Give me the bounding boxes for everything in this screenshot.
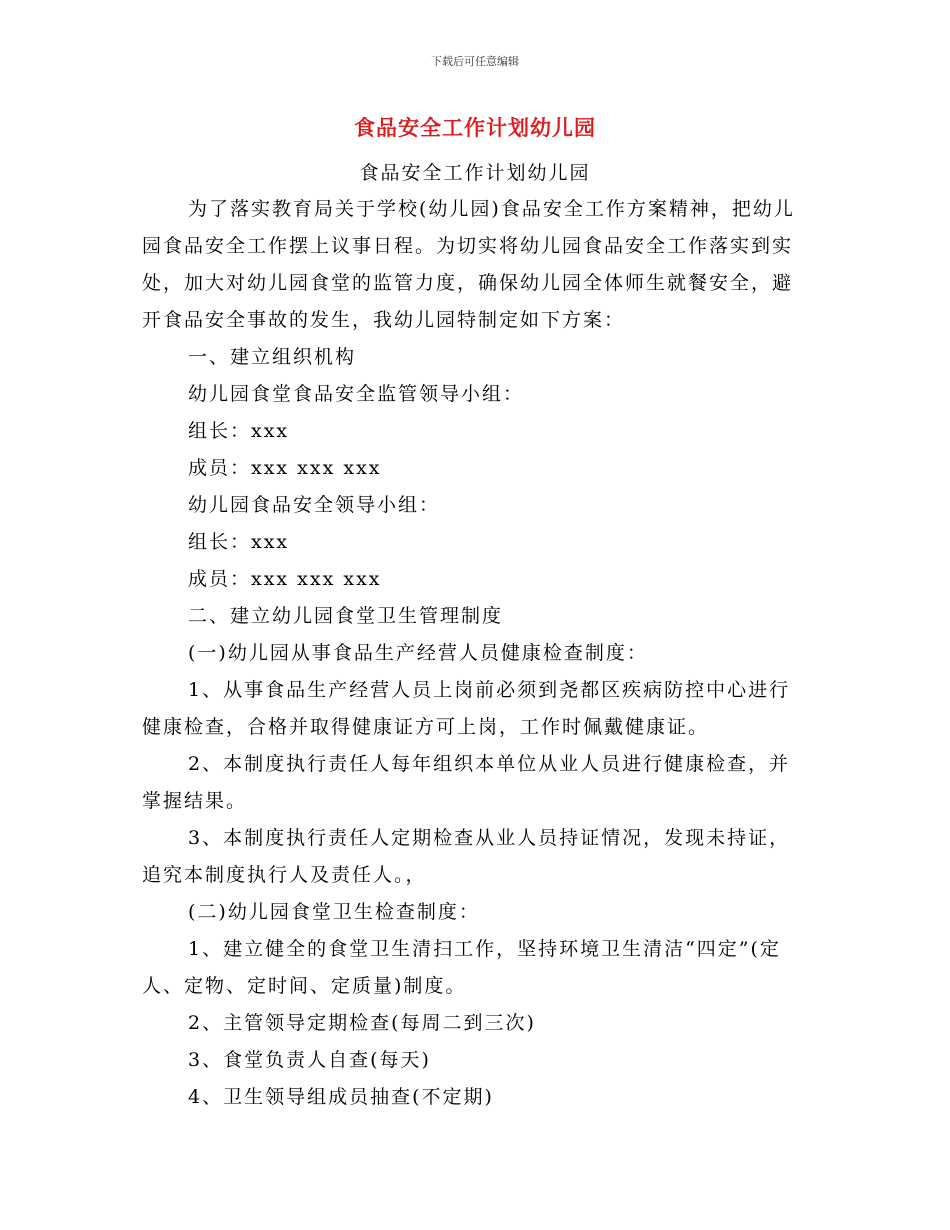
document-subtitle: 食品安全工作计划幼儿园 — [359, 162, 591, 184]
section-heading: 二、建立幼儿园食堂卫生管理制度 — [188, 605, 504, 627]
paragraph: 幼儿园食品安全领导小组： — [188, 494, 441, 516]
paragraph: 2、本制度执行责任人每年组织本单位从业人员进行健康检查，并掌握结果。 — [142, 753, 791, 812]
paragraph: 成员：xxx xxx xxx — [188, 457, 382, 479]
section-heading: 一、建立组织机构 — [188, 346, 357, 368]
paragraph: 成员：xxx xxx xxx — [188, 568, 382, 590]
subsection-heading: (二)幼儿园食堂卫生检查制度： — [188, 901, 480, 923]
paragraph: 3、食堂负责人自查(每天) — [188, 1049, 431, 1071]
paragraph-intro: 为了落实教育局关于学校(幼儿园)食品安全工作方案精神，把幼儿园食品安全工作摆上议事日程。为切实将幼儿园食品安全工作落实到实处，加大对幼儿园食堂的监管力度，确保幼儿园全体师生就餐安全，避开食品安全事故的发生，我幼儿园特制定如下方案： — [142, 198, 795, 331]
paragraph: 1、建立健全的食堂卫生清扫工作，坚持环境卫生清洁“四定”(定人、定物、定时间、定质量)制度。 — [142, 938, 781, 997]
paragraph: 4、卫生领导组成员抽查(不定期) — [188, 1086, 494, 1108]
paragraph: 3、本制度执行责任人定期检查从业人员持证情况，发现未持证，追究本制度执行人及责任人。， — [142, 827, 791, 886]
header-note: 下载后可任意编辑 — [431, 55, 519, 68]
paragraph: 1、从事食品生产经营人员上岗前必须到尧都区疾病防控中心进行健康检查，合格并取得健康证方可上岗，工作时佩戴健康证。 — [142, 679, 791, 738]
paragraph: 组长：xxx — [188, 531, 290, 553]
paragraph: 幼儿园食堂食品安全监管领导小组： — [188, 383, 525, 405]
subsection-heading: (一)幼儿园从事食品生产经营人员健康检查制度： — [188, 642, 648, 664]
document-title: 食品安全工作计划幼儿园 — [354, 115, 596, 140]
document-body — [142, 191, 810, 1116]
paragraph: 2、主管领导定期检查(每周二到三次) — [188, 1012, 536, 1034]
paragraph: 组长：xxx — [188, 420, 290, 442]
